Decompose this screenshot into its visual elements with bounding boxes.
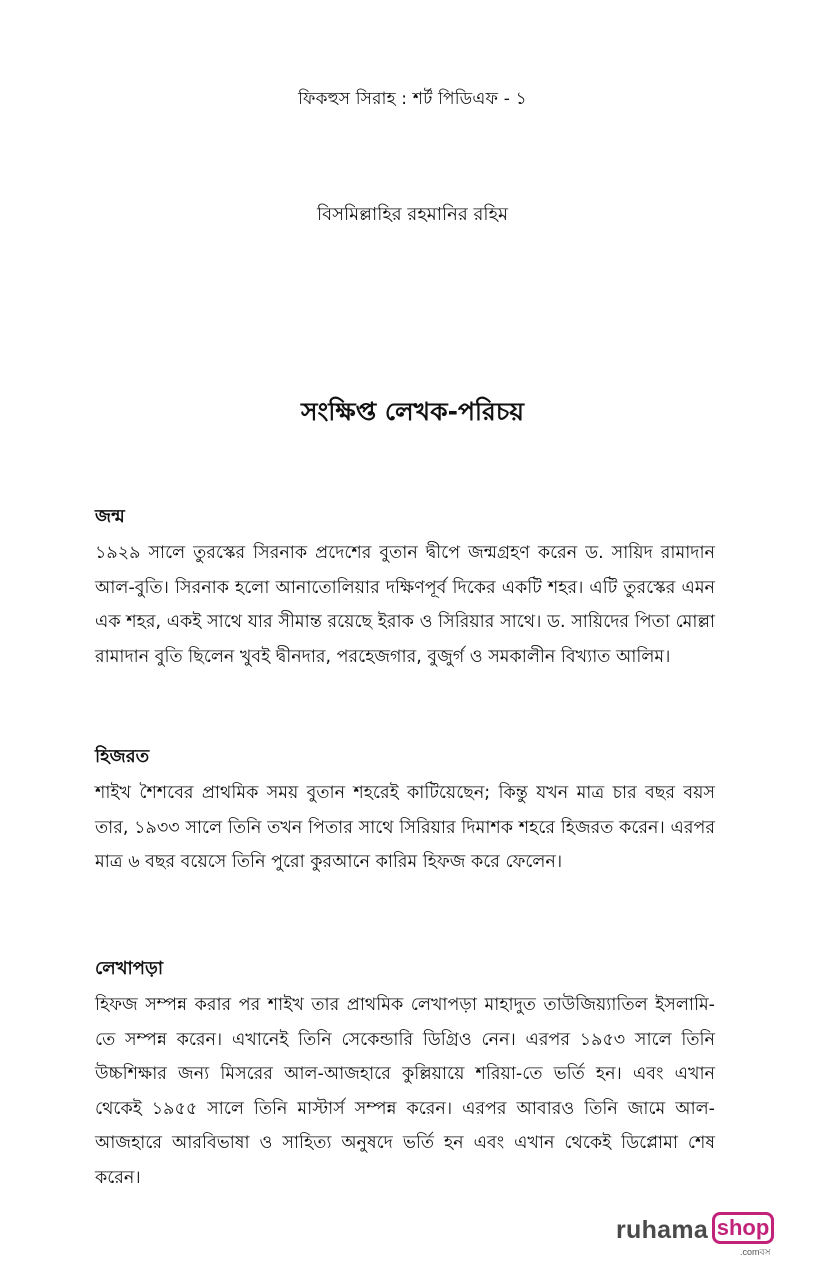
section-heading: জন্ম bbox=[95, 506, 125, 527]
page-title: সংক্ষিপ্ত লেখক-পরিচয় bbox=[300, 397, 525, 426]
section-paragraph: হিফজ সম্পন্ন করার পর শাইখ তার প্রাথমিক লেখাপড়া মাহাদুত তাউজিয়্যাতিল ইসলামি-তে সম্পন্ন করেন। এখানেই তিনি সেকেন্ডারি ডিগ্রিও নেন। এরপর ১৯৫৩ সালে তিনি উচ্চশিক্ষার জন্য মিসরের আল-আজহারে কুল্লিয়ায়ে শরিয়া-তে ভর্তি হন। এবং এখান থেকেই ১৯৫৫ সালে তিনি মাস্টার্স সম্পন্ন করেন। এরপর আবারও তিনি জামে আল-আজহারে আরবিভাষা ও সাহিত্য অনুষদে ভর্তি হন এবং এখান থেকেই ডিপ্লোমা শেষ করেন। bbox=[95, 995, 715, 1188]
bismillah-line: বিসমিল্লাহির রহমানির রহিম bbox=[316, 204, 509, 225]
ruhamashop-logo bbox=[612, 1212, 782, 1258]
section-paragraph: শাইখ শৈশবের প্রাথমিক সময় বুতান শহরেই কাটিয়েছেন; কিন্তু যখন মাত্র চার বছর বয়স তার, ১৯৩৩ সালে তিনি তখন পিতার সাথে সিরিয়ার দিমাশক শহরে হিজরত করেন। এরপর মাত্র ৬ বছর বয়েসে তিনি পুরো কুরআনে কারিম হিফজ করে ফেলেন। bbox=[95, 783, 715, 872]
logo-wordmark: ruhama bbox=[616, 1216, 709, 1244]
logo-shop-badge: shop bbox=[712, 1212, 774, 1244]
running-header: ফিকহুস সিরাহ : শর্ট পিডিএফ - ১ bbox=[298, 89, 527, 109]
logo-domain-suffix: .comবস bbox=[740, 1247, 771, 1257]
section-education bbox=[95, 956, 715, 1195]
section-hijrat bbox=[95, 744, 715, 880]
section-heading: লেখাপড়া bbox=[95, 958, 164, 979]
section-paragraph: ১৯২৯ সালে তুরস্কের সিরনাক প্রদেশের বুতান দ্বীপে জন্মগ্রহণ করেন ড. সায়িদ রামাদান আল-বুতি। সিরনাক হলো আনাতোলিয়ার দক্ষিণপূর্ব দিকের একটি শহর। এটি তুরস্কের এমন এক শহর, একই সাথে যার সীমান্ত রয়েছে ইরাক ও সিরিয়ার সাথে। ড. সায়িদের পিতা মোল্লা রামাদান বুতি ছিলেন খুবই দ্বীনদার, পরহেজগার, বুজুর্গ ও সমকালীন বিখ্যাত আলিম। bbox=[95, 543, 715, 667]
section-heading: হিজরত bbox=[95, 746, 150, 767]
section-birth bbox=[95, 504, 715, 674]
